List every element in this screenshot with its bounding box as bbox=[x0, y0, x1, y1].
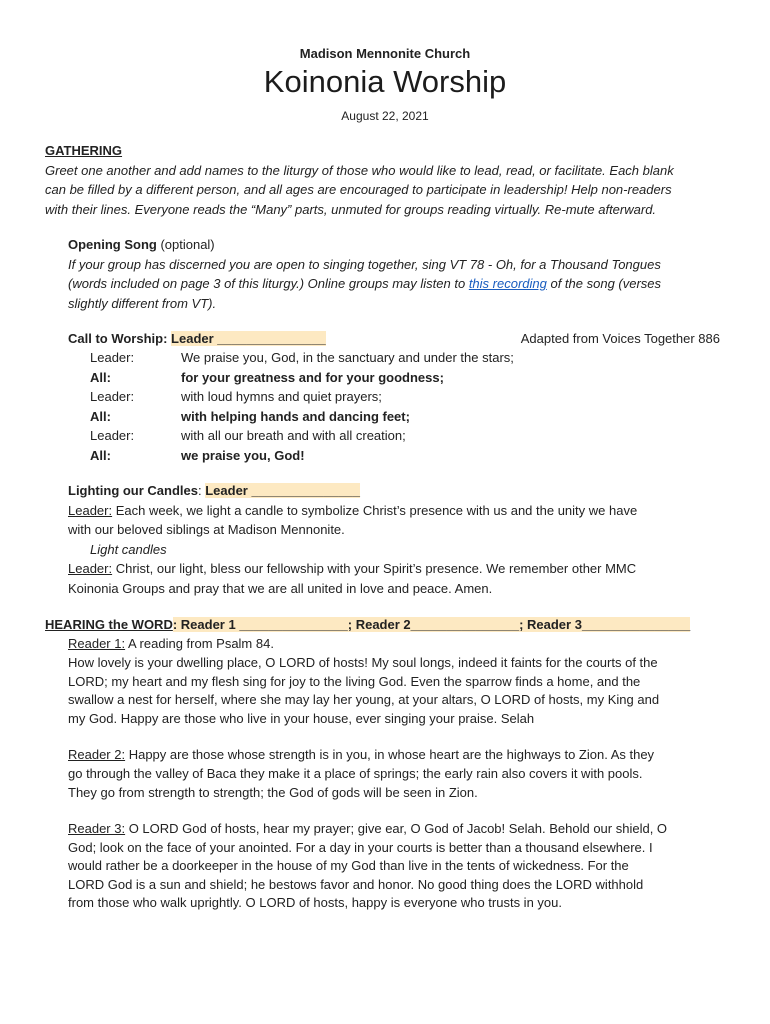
candles-label: Lighting our Candles bbox=[68, 483, 198, 498]
call-to-worship-label: Call to Worship: bbox=[68, 331, 172, 346]
gathering-intro-line-1: Greet one another and add names to the liturgy of those who would like to lead, read, or facilitate. Each blank bbox=[45, 163, 674, 178]
candles-para-2-line-1 bbox=[68, 561, 636, 577]
candles-heading bbox=[68, 483, 360, 499]
litany-text: We praise you, God, in the sanctuary and under the stars; bbox=[181, 350, 514, 365]
church-name: Madison Mennonite Church bbox=[299, 46, 471, 61]
candles-leader-label: Leader: bbox=[68, 503, 113, 518]
gathering-intro-line-3: with their lines. Everyone reads the “Many” parts, unmuted for groups reading virtually. Re-mute afterward. bbox=[45, 202, 657, 217]
service-date: August 22, 2021 bbox=[341, 109, 429, 123]
candles-para-2-text: Christ, our light, bless our fellowship with your Spirit’s presence. We remember other MMC bbox=[112, 561, 637, 576]
candles-para-1-line-1 bbox=[68, 503, 637, 519]
reader-3-line-2: God; look on the face of your anointed. For a day in your courts is better than a thousand elsewhere. I bbox=[68, 840, 653, 855]
reader-3-line-4: LORD God is a sun and shield; he bestows favor and honor. No good thing does the LORD withhold bbox=[68, 877, 644, 892]
reader-2-line-1-text: Happy are those whose strength is in you, in whose heart are the highways to Zion. As they bbox=[125, 747, 655, 762]
candles-action: Light candles bbox=[90, 542, 167, 557]
opening-song-heading bbox=[68, 237, 215, 253]
page-title: Koinonia Worship bbox=[263, 64, 507, 99]
opening-song-line-3: slightly different from VT). bbox=[68, 296, 217, 311]
litany-speaker: Leader: bbox=[90, 428, 135, 443]
call-to-worship-heading bbox=[68, 331, 326, 347]
litany-text: for your greatness and for your goodness; bbox=[181, 370, 444, 385]
litany-speaker: All: bbox=[90, 448, 111, 463]
candles-colon: : bbox=[198, 483, 206, 498]
litany-speaker: All: bbox=[90, 370, 111, 385]
litany-text: we praise you, God! bbox=[181, 448, 305, 463]
reader-2-line-1 bbox=[68, 747, 654, 763]
candles-leader-label-2: Leader: bbox=[68, 561, 113, 576]
reader-2-line-3: They go from strength to strength; the God of gods will be seen in Zion. bbox=[68, 785, 478, 800]
gathering-intro-line-2: can be filled by a different person, and all ages are encouraged to participate in leadership! Help non-readers bbox=[45, 182, 672, 197]
reader-1-line-1: How lovely is your dwelling place, O LORD of hosts! My soul longs, indeed it faints for the courts of the bbox=[68, 655, 658, 670]
reader-3-line-1 bbox=[68, 821, 667, 837]
opening-song-optional: (optional) bbox=[156, 237, 215, 252]
reader-1-line-4: my God. Happy are those who live in your house, ever singing your praise. Selah bbox=[68, 711, 535, 726]
opening-song-line-1: If your group has discerned you are open to singing together, sing VT 78 - Oh, for a Thousand Tongues bbox=[68, 257, 661, 272]
litany-speaker: Leader: bbox=[90, 389, 135, 404]
gathering-heading: GATHERING bbox=[45, 143, 123, 158]
reader-1-line-3: swallow a nest for herself, where she may lay her young, at your altars, O LORD of hosts, my King and bbox=[68, 692, 660, 707]
reader-3-line-1-text: O LORD God of hosts, hear my prayer; give ear, O God of Jacob! Selah. Behold our shield, O bbox=[125, 821, 668, 836]
hearing-heading: HEARING the WORD bbox=[45, 617, 173, 632]
opening-song-line-2 bbox=[68, 276, 661, 292]
litany-text: with loud hymns and quiet prayers; bbox=[181, 389, 382, 404]
reader-3-label: Reader 3: bbox=[68, 821, 126, 836]
opening-song-line-2-before: (words included on page 3 of this liturgy.) Online groups may listen to bbox=[68, 276, 469, 291]
reader-1-line-2: LORD; my heart and my flesh sing for joy to the living God. Even the sparrow finds a home, and the bbox=[68, 674, 641, 689]
reader-1-label: Reader 1: bbox=[68, 636, 126, 651]
reader-blanks[interactable]: : Reader 1 _______________; Reader 2_______________; Reader 3_______________ bbox=[172, 617, 691, 632]
recording-link[interactable]: this recording bbox=[468, 276, 547, 291]
litany-speaker: Leader: bbox=[90, 350, 135, 365]
reader-3-line-3: would rather be a doorkeeper in the house of my God than live in the tents of wickedness. For the bbox=[68, 858, 629, 873]
reader-1-intro-text: A reading from Psalm 84. bbox=[125, 636, 274, 651]
reader-1-intro bbox=[68, 636, 274, 652]
candles-para-2-line-2: Koinonia Groups and pray that we are all united in love and peace. Amen. bbox=[68, 581, 493, 596]
reader-2-label: Reader 2: bbox=[68, 747, 126, 762]
opening-song-label: Opening Song bbox=[68, 237, 157, 252]
candles-leader-blank[interactable]: Leader _______________ bbox=[205, 483, 360, 498]
litany-text: with all our breath and with all creation; bbox=[181, 428, 406, 443]
reader-2-line-2: go through the valley of Baca they make it a place of springs; the early rain also covers it with pools. bbox=[68, 766, 643, 781]
litany-text: with helping hands and dancing feet; bbox=[181, 409, 410, 424]
litany-speaker: All: bbox=[90, 409, 111, 424]
candles-para-1-text: Each week, we light a candle to symbolize Christ’s presence with us and the unity we have bbox=[112, 503, 638, 518]
call-to-worship-leader-blank[interactable]: Leader _______________ bbox=[171, 331, 326, 346]
opening-song-line-2-after: of the song (verses bbox=[546, 276, 662, 291]
hearing-heading-row bbox=[45, 617, 690, 633]
candles-para-1-line-2: with our beloved siblings at Madison Mennonite. bbox=[68, 522, 345, 537]
reader-3-line-5: from those who walk uprightly. O LORD of hosts, happy is everyone who trusts in you. bbox=[68, 895, 562, 910]
call-to-worship-attribution: Adapted from Voices Together 886 bbox=[520, 331, 720, 346]
